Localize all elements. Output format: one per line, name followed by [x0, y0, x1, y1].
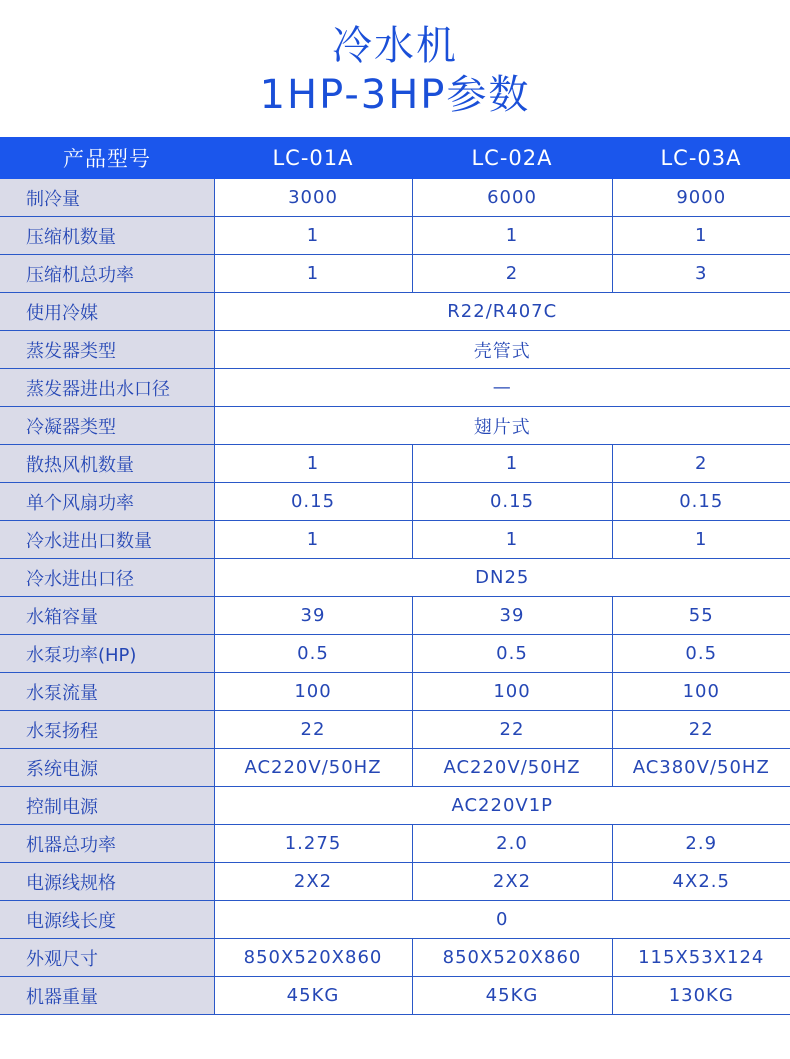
- table-row: [0, 787, 790, 825]
- row-value-model-1: 0.15: [214, 483, 412, 521]
- row-value-shared: 翅片式: [214, 407, 790, 445]
- table-row: [0, 559, 790, 597]
- table-row: [0, 255, 790, 293]
- row-label: 水泵流量: [0, 673, 214, 711]
- row-value-model-3: 4X2.5: [612, 863, 790, 901]
- row-label: 使用冷媒: [0, 293, 214, 331]
- table-row: [0, 293, 790, 331]
- row-label: 系统电源: [0, 749, 214, 787]
- row-value-model-2: 22: [412, 711, 612, 749]
- row-label: 水泵功率(HP): [0, 635, 214, 673]
- row-value-model-2: 45KG: [412, 977, 612, 1015]
- row-value-model-3: 55: [612, 597, 790, 635]
- row-value-model-2: 1: [412, 217, 612, 255]
- row-value-model-3: 130KG: [612, 977, 790, 1015]
- header-model-lc01a: LC-01A: [214, 137, 412, 179]
- row-value-model-1: AC220V/50HZ: [214, 749, 412, 787]
- row-value-model-2: 0.15: [412, 483, 612, 521]
- row-label: 冷凝器类型: [0, 407, 214, 445]
- row-value-model-3: 22: [612, 711, 790, 749]
- table-row: [0, 597, 790, 635]
- row-value-model-2: 1: [412, 445, 612, 483]
- title-line-product: 冷水机: [332, 23, 458, 69]
- row-label: 外观尺寸: [0, 939, 214, 977]
- header-row: [0, 137, 790, 179]
- row-label: 电源线规格: [0, 863, 214, 901]
- title-line-range: 1HP-3HP参数: [259, 72, 531, 118]
- row-label: 压缩机总功率: [0, 255, 214, 293]
- table-row: [0, 711, 790, 749]
- header-model-label: 产品型号: [0, 137, 214, 179]
- row-value-model-3: 1: [612, 217, 790, 255]
- row-value-model-2: 0.5: [412, 635, 612, 673]
- row-label: 电源线长度: [0, 901, 214, 939]
- table-row: [0, 407, 790, 445]
- spec-table-body: [0, 179, 790, 1015]
- row-value-model-1: 1: [214, 521, 412, 559]
- table-row: [0, 217, 790, 255]
- row-value-model-1: 45KG: [214, 977, 412, 1015]
- table-row: [0, 445, 790, 483]
- row-value-model-3: 3: [612, 255, 790, 293]
- row-label: 机器总功率: [0, 825, 214, 863]
- row-label: 散热风机数量: [0, 445, 214, 483]
- row-value-model-3: 0.15: [612, 483, 790, 521]
- row-value-model-1: 2X2: [214, 863, 412, 901]
- spec-table-header: [0, 137, 790, 179]
- row-value-model-3: 2.9: [612, 825, 790, 863]
- row-value-model-2: AC220V/50HZ: [412, 749, 612, 787]
- row-value-model-3: 100: [612, 673, 790, 711]
- spec-table: [0, 137, 790, 1015]
- table-row: [0, 977, 790, 1015]
- row-value-model-2: 1: [412, 521, 612, 559]
- row-value-model-2: 2X2: [412, 863, 612, 901]
- row-label: 压缩机数量: [0, 217, 214, 255]
- row-value-model-3: 115X53X124: [612, 939, 790, 977]
- table-row: [0, 369, 790, 407]
- row-value-shared: —: [214, 369, 790, 407]
- table-row: [0, 825, 790, 863]
- row-value-model-1: 100: [214, 673, 412, 711]
- row-value-model-3: 2: [612, 445, 790, 483]
- row-label: 水箱容量: [0, 597, 214, 635]
- row-value-model-1: 3000: [214, 179, 412, 217]
- row-value-model-3: AC380V/50HZ: [612, 749, 790, 787]
- row-value-model-2: 2.0: [412, 825, 612, 863]
- row-value-model-3: 9000: [612, 179, 790, 217]
- table-row: [0, 863, 790, 901]
- row-value-model-2: 39: [412, 597, 612, 635]
- row-value-model-2: 850X520X860: [412, 939, 612, 977]
- row-label: 单个风扇功率: [0, 483, 214, 521]
- page-title: [0, 22, 790, 120]
- table-row: [0, 673, 790, 711]
- row-value-shared: 0: [214, 901, 790, 939]
- table-row: [0, 635, 790, 673]
- row-value-model-1: 1: [214, 255, 412, 293]
- table-row: [0, 483, 790, 521]
- row-label: 控制电源: [0, 787, 214, 825]
- row-value-model-1: 0.5: [214, 635, 412, 673]
- row-label: 蒸发器进出水口径: [0, 369, 214, 407]
- row-label: 蒸发器类型: [0, 331, 214, 369]
- row-label: 冷水进出口数量: [0, 521, 214, 559]
- row-value-model-1: 39: [214, 597, 412, 635]
- header-model-lc02a: LC-02A: [412, 137, 612, 179]
- row-label: 冷水进出口径: [0, 559, 214, 597]
- row-value-model-3: 0.5: [612, 635, 790, 673]
- header-model-lc03a: LC-03A: [612, 137, 790, 179]
- table-row: [0, 179, 790, 217]
- row-value-shared: 壳管式: [214, 331, 790, 369]
- row-value-model-1: 850X520X860: [214, 939, 412, 977]
- row-value-model-1: 22: [214, 711, 412, 749]
- row-value-model-2: 6000: [412, 179, 612, 217]
- row-value-model-1: 1: [214, 217, 412, 255]
- row-value-shared: DN25: [214, 559, 790, 597]
- table-row: [0, 521, 790, 559]
- row-value-model-1: 1.275: [214, 825, 412, 863]
- row-label: 水泵扬程: [0, 711, 214, 749]
- row-value-model-1: 1: [214, 445, 412, 483]
- table-row: [0, 331, 790, 369]
- row-value-shared: AC220V1P: [214, 787, 790, 825]
- table-row: [0, 939, 790, 977]
- table-row: [0, 901, 790, 939]
- row-value-model-3: 1: [612, 521, 790, 559]
- row-label: 机器重量: [0, 977, 214, 1015]
- row-value-model-2: 2: [412, 255, 612, 293]
- row-label: 制冷量: [0, 179, 214, 217]
- row-value-shared: R22/R407C: [214, 293, 790, 331]
- row-value-model-2: 100: [412, 673, 612, 711]
- table-row: [0, 749, 790, 787]
